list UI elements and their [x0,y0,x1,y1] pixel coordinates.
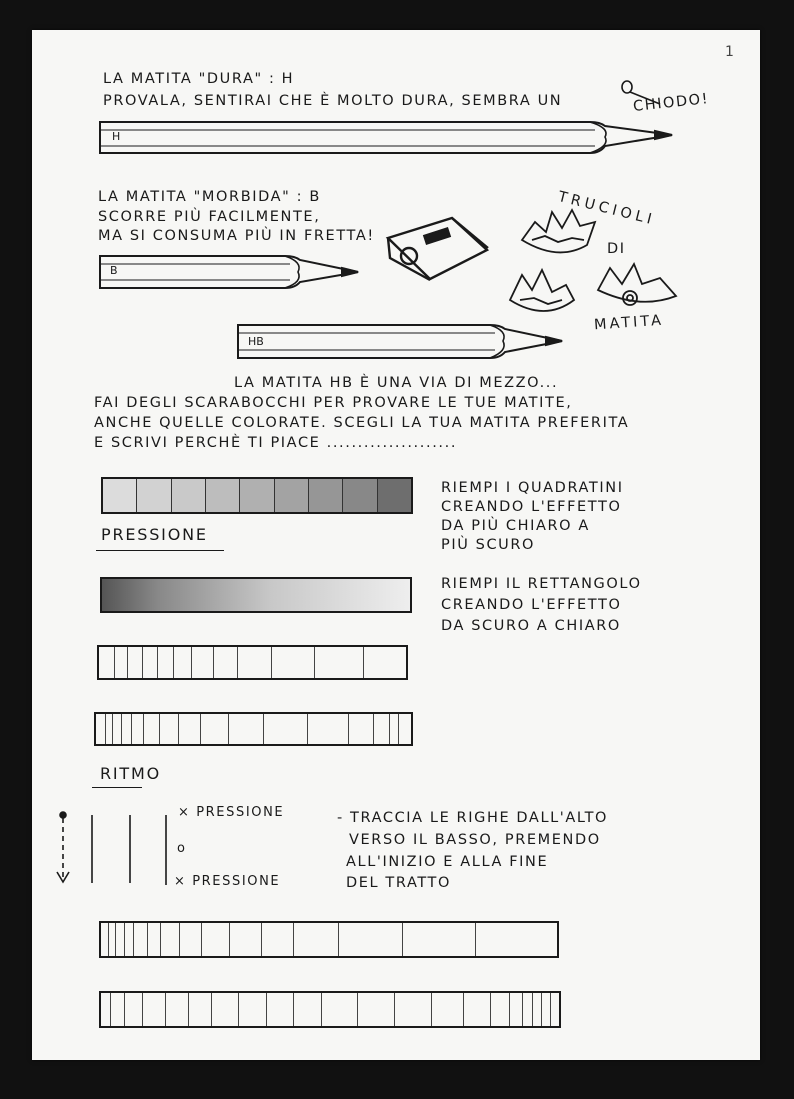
strip-line [105,714,106,744]
strip-line [211,993,212,1026]
strip-line [463,993,464,1026]
strip-line [338,923,339,956]
strip-line [165,993,166,1026]
rhythm-strip-1 [97,645,408,680]
strip-line [389,714,390,744]
scribble-instruction-3: E SCRIVI PERCHÈ TI PIACE ..................... [94,435,458,451]
strip-line [314,647,315,678]
strip-line [133,923,134,956]
strip-line [348,714,349,744]
strip-line [124,923,125,956]
scribble-instruction-2: ANCHE QUELLE COLORATE. SCEGLI LA TUA MATITA PREFERITA [94,415,630,431]
gradient-square [377,479,411,512]
strip-line [402,923,403,956]
strip-line [293,923,294,956]
strip-line [522,993,523,1026]
pencil-b-label: B [110,264,118,277]
strip-line [121,714,122,744]
gradient-square [342,479,376,512]
rhythm-strip-2 [94,712,413,746]
strip-line [124,993,125,1026]
pressure-gradient-squares [101,477,413,514]
rhythm-label-middle: o [177,841,187,856]
squares-instruction-1: RIEMPI I QUADRATINI [441,480,624,496]
rhythm-label-bottom: × PRESSIONE [174,874,281,889]
gradient-square [136,479,170,512]
strip-line [188,993,189,1026]
sharpener-drawing [388,218,488,280]
strip-line [228,714,229,744]
shavings-word-1: TRUCIOLI [556,189,657,229]
strip-line [157,647,158,678]
pressure-heading: PRESSIONE [101,525,208,544]
strip-line [131,714,132,744]
shavings-word-2: DI [607,241,626,257]
strip-line [509,993,510,1026]
strip-line [114,647,115,678]
rect-instruction-1: RIEMPI IL RETTANGOLO [441,576,642,592]
strip-line [263,714,264,744]
strip-line [490,993,491,1026]
strip-line [237,647,238,678]
rhythm-heading: RITMO [100,764,162,783]
rhythm-instruction-4: DEL TRATTO [346,875,452,891]
rhythm-heading-underline [92,787,142,788]
strip-line [159,714,160,744]
strip-line [261,923,262,956]
strip-line [363,647,364,678]
strip-line [160,923,161,956]
scribble-instruction-1: FAI DEGLI SCARABOCCHI PER PROVARE LE TUE MATITE, [94,395,573,411]
strip-line [108,923,109,956]
nail-word: CHIODO! [632,91,710,115]
strip-line [431,993,432,1026]
gradient-square [274,479,308,512]
strip-line [142,647,143,678]
rhythm-instruction-2: VERSO IL BASSO, PREMENDO [349,832,601,848]
strip-line [321,993,322,1026]
pressure-heading-underline [96,550,224,551]
squares-instruction-3: DA PIÙ CHIARO A [441,518,590,534]
strip-line [213,647,214,678]
gradient-square [239,479,273,512]
pencil-h-label: H [112,130,121,143]
rhythm-diagram [57,812,166,885]
pencil-h-drawing [100,122,672,153]
strip-line [147,923,148,956]
strip-line [357,993,358,1026]
gradient-square [308,479,342,512]
strip-line [127,647,128,678]
pencil-b-drawing [100,256,358,288]
strip-line [373,714,374,744]
gradient-square [171,479,205,512]
strip-line [475,923,476,956]
page-number: 1 [725,44,734,60]
strip-line [179,923,180,956]
strip-line [398,714,399,744]
strip-line [394,993,395,1026]
pencil-hb-drawing [238,325,562,358]
nail-icon [622,81,660,104]
strip-line [142,993,143,1026]
shavings-word-3: MATITA [593,312,665,334]
strip-line [200,714,201,744]
strip-line [143,714,144,744]
rect-instruction-2: CREANDO L'EFFETTO [441,597,622,613]
strip-line [293,993,294,1026]
soft-pencil-desc-2: MA SI CONSUMA PIÙ IN FRETTA! [98,228,375,244]
strip-line [112,714,113,744]
pencil-hb-label: HB [248,335,264,348]
soft-pencil-title: LA MATITA "MORBIDA" : B [98,189,321,205]
strip-line [229,923,230,956]
strip-line [173,647,174,678]
hard-pencil-desc: PROVALA, SENTIRAI CHE È MOLTO DURA, SEMBRA UN [103,93,563,109]
squares-instruction-2: CREANDO L'EFFETTO [441,499,622,515]
rhythm-strip-4 [99,991,561,1028]
pressure-gradient-rectangle [100,577,412,613]
strip-line [541,993,542,1026]
rhythm-strip-3 [99,921,559,958]
strip-line [201,923,202,956]
strip-line [307,714,308,744]
strip-line [191,647,192,678]
strip-line [266,993,267,1026]
soft-pencil-desc-1: SCORRE PIÙ FACILMENTE, [98,209,321,225]
gradient-square [103,479,136,512]
rhythm-instruction-3: ALL'INIZIO E ALLA FINE [346,854,549,870]
hard-pencil-title: LA MATITA "DURA" : H [103,71,295,87]
rhythm-instruction-1: - TRACCIA LE RIGHE DALL'ALTO [337,810,609,826]
strip-line [550,993,551,1026]
strip-line [110,993,111,1026]
rect-instruction-3: DA SCURO A CHIARO [441,618,621,634]
strip-line [115,923,116,956]
squares-instruction-4: PIÙ SCURO [441,537,536,553]
strip-line [532,993,533,1026]
hb-pencil-desc: LA MATITA HB È UNA VIA DI MEZZO... [234,375,559,391]
strip-line [271,647,272,678]
gradient-square [205,479,239,512]
strip-line [178,714,179,744]
strip-line [238,993,239,1026]
rhythm-label-top: × PRESSIONE [178,805,285,820]
